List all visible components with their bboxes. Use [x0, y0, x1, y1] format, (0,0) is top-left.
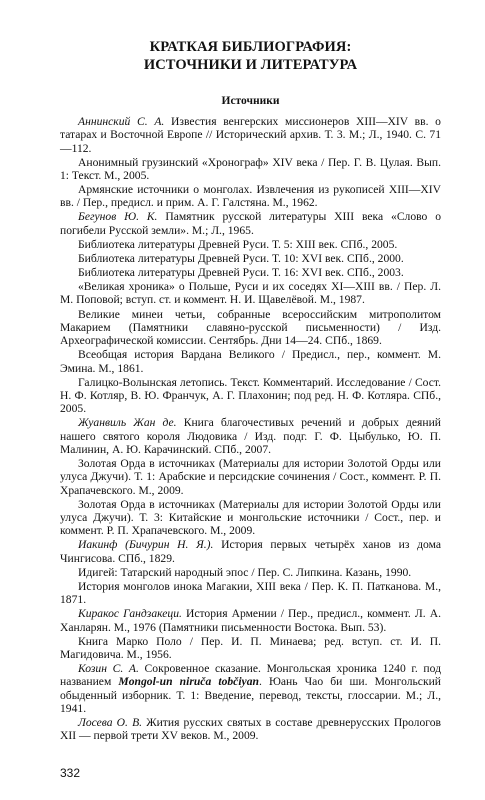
- title-line-2: ИСТОЧНИКИ И ЛИТЕРАТУРА: [143, 57, 358, 73]
- entry-text: Библиотека литературы Древней Руси. Т. 10: XVI век. СПб., 2000.: [78, 251, 404, 265]
- bibliography-list: [60, 115, 441, 743]
- entry-text: Библиотека литературы Древней Руси. Т. 16: XVI век. СПб., 2003.: [78, 266, 404, 280]
- bibliography-entry: [60, 266, 441, 279]
- bibliography-entry: [60, 238, 441, 251]
- entry-text: Золотая Орда в источниках (Материалы для истории Золотой Орды или улуса Джучи). Т. 1: Арабские и персидские сочинения / Сост., коммент. Р. П. Храпачевского. М., 2009.: [60, 456, 441, 497]
- bibliography-entry: [60, 156, 441, 183]
- entry-text: Всеобщая история Вардана Великого / Предисл., пер., коммент. М. Эмина. М., 1861.: [60, 348, 441, 375]
- entry-author: Лосева О. В.: [78, 716, 143, 729]
- entry-text: Книга благочестивых речений и добрых деяний нашего святого короля Людовика / Изд. подг. Г. Ф. Цыбулько, Ю. П. Малинин, А. Ю. Карачинский. СПб., 2007.: [60, 416, 442, 456]
- entry-text: Жития русских святых в составе древнерусских Прологов XII — первой трети XV веков. М., 2009.: [60, 716, 441, 743]
- entry-text: Книга Марко Поло / Пер. И. П. Минаева; ред. вступ. ст. И. П. Магидовича. М., 1956.: [60, 634, 441, 661]
- bibliography-entry: [60, 538, 441, 565]
- entry-text: Золотая Орда в источниках (Материалы для истории Золотой Орды или улуса Джучи). Т. 3: Китайские и монгольские источники / Сост., пер. и коммент. Р. П. Храпачевского. М., 2009.: [60, 497, 441, 538]
- entry-author: Бегунов Ю. К.: [78, 210, 158, 224]
- entry-text: История монголов инока Магакии, XIII века / Пер. К. П. Патканова. М., 1871.: [60, 579, 441, 607]
- entry-italic-title: Mongol-un niruča tobčiyan: [118, 675, 259, 689]
- entry-text: Анонимный грузинский «Хронограф» XIV века / Пер. Г. В. Цулая. Вып. 1: Текст. М., 2005.: [60, 155, 441, 182]
- entry-text: Галицко-Волынская летопись. Текст. Комментарий. Исследование / Сост. Н. Ф. Котляр, В. Ю. Франчук, А. Г. Плахонин; под ред. Н. Ф. Котляра. СПб., 2005.: [60, 375, 441, 416]
- entry-author: Киракос Гандзакеци.: [78, 607, 182, 621]
- entry-text: Библиотека литературы Древней Руси. Т. 5: XIII век. СПб., 2005.: [78, 237, 398, 251]
- section-heading: Источники: [221, 95, 280, 107]
- entry-text: История первых четырёх ханов из дома Чингисова. СПб., 1829.: [60, 538, 441, 565]
- entry-text-before: Сокровенное сказание. Монгольская хроника 1240 г. под названием: [60, 662, 441, 689]
- entry-author: Иакинф (Бичурин Н. Я.).: [78, 538, 214, 552]
- entry-author: Жуанвиль Жан де.: [78, 416, 177, 430]
- bibliography-entry: [60, 348, 441, 375]
- bibliography-entry: [60, 607, 441, 634]
- bibliography-entry: [60, 183, 441, 210]
- entry-text: «Великая хроника» о Польше, Руси и их соседях XI—XIII вв. / Пер. Л. М. Поповой; вступ. ст. и коммент. Н. И. Щавелёвой. М., 1987.: [60, 280, 441, 307]
- bibliography-entry: [60, 662, 441, 715]
- title-line-1: КРАТКАЯ БИБЛИОГРАФИЯ:: [149, 39, 352, 55]
- entry-text: История Армении / Пер., предисл., коммент. Л. А. Ханларян. М., 1976 (Памятники письменности Востока. Вып. 53).: [60, 607, 441, 634]
- page-title: [60, 38, 441, 74]
- entry-text: . Юань Чао би ши. Монгольский обыденный изборник. Т. 1: Введение, перевод, тексты, глоссарии. М.; Л., 1941.: [60, 675, 441, 715]
- bibliography-entry: [60, 280, 441, 307]
- bibliography-entry: [60, 498, 441, 538]
- entry-text: Памятник русской литературы XIII века «Слово о погибели Русской земли». М.; Л., 1965.: [60, 210, 441, 237]
- bibliography-entry: [60, 566, 441, 579]
- bibliography-entry: [60, 376, 441, 416]
- bibliography-entry: [60, 635, 441, 662]
- entry-text: Известия венгерских миссионеров XIII—XIV вв. о татарах и Восточной Европе // Исторический архив. Т. 3. М.; Л., 1940. С. 71—112.: [60, 115, 441, 155]
- bibliography-entry: [60, 580, 441, 607]
- entry-author: Козин С. А.: [78, 662, 139, 676]
- page-number: 332: [60, 766, 81, 780]
- entry-text: Армянские источники о монголах. Извлечения из рукописей XIII—XIV вв. / Пер., предисл. и прим. А. Г. Галстяна. М., 1962.: [60, 183, 441, 210]
- bibliography-entry: [60, 115, 441, 155]
- bibliography-entry: [60, 210, 441, 237]
- entry-text: Великие минеи четьи, собранные всероссийским митрополитом Макарием (Памятники славяно-русской письменности) / Изд. Археографической комиссии. Сентябрь. Дни 14—24. СПб., 1869.: [60, 307, 441, 348]
- bibliography-entry: [60, 308, 441, 348]
- bibliography-entry: [60, 716, 441, 743]
- bibliography-entry: [60, 252, 441, 265]
- bibliography-entry: [60, 416, 441, 456]
- entry-text: Идигей: Татарский народный эпос / Пер. С. Липкина. Казань, 1990.: [78, 565, 412, 579]
- bibliography-entry: [60, 457, 441, 497]
- entry-author: Аннинский С. А.: [78, 115, 165, 128]
